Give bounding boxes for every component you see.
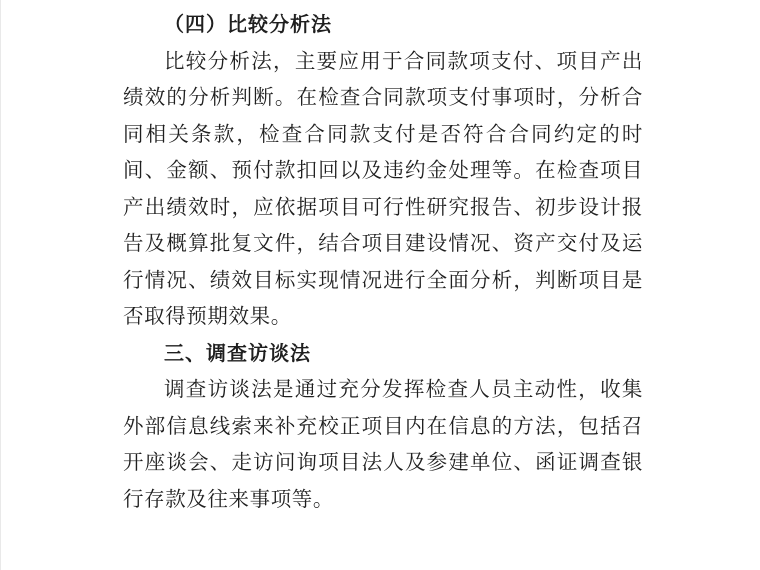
section-heading-comparative-analysis: （四）比较分析法 [164, 12, 332, 36]
paragraph-comparative-analysis: 比较分析法，主要应用于合同款项支付、项目产出绩效的分析判断。在检查合同款项支付事项时，分析合同相关条款，检查合同款支付是否符合合同约定的时间、金额、预付款扣回以及违约金处理等。在检查项目产出绩效时，应依据项目可行性研究报告、初步设计报告及概算批复文件，结合项目建设情况、资产交付及运行情况、绩效目标实现情况进行全面分析，判断项目是否取得预期效果。 [123, 48, 643, 328]
paragraph-interview-method: 调查访谈法是通过充分发挥检查人员主动性，收集外部信息线索来补充校正项目内在信息的方法，包括召开座谈会、走访问询项目法人及参建单位、函证调查银行存款及往来事项等。 [123, 377, 643, 511]
document-body [123, 6, 643, 517]
section-heading-interview-method: 三、调查访谈法 [164, 340, 311, 365]
